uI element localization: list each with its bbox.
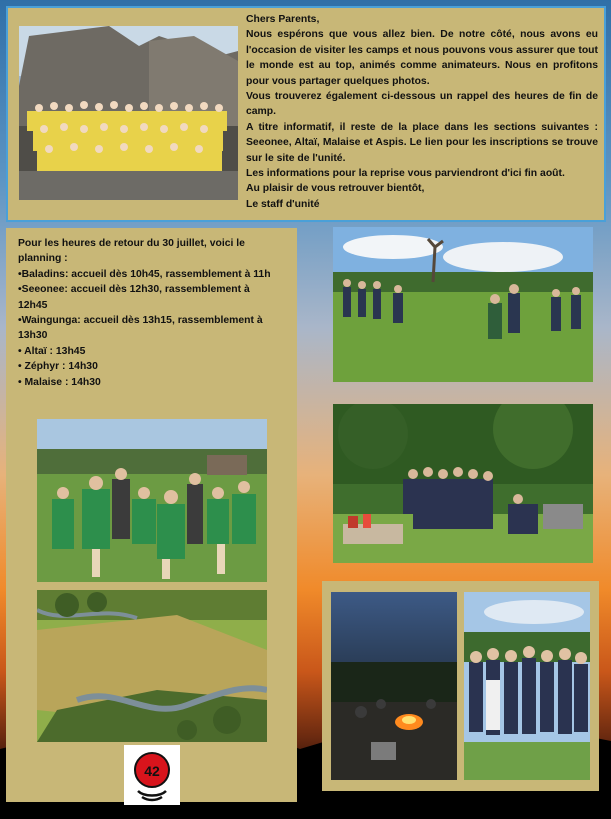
- field-group-photo: [333, 227, 593, 382]
- letter-line: Vous trouverez également ci-dessous un rappel des heures de fin de camp.: [246, 91, 598, 118]
- schedule-text: [18, 236, 280, 390]
- letter-line: Chers Parents,: [246, 14, 320, 25]
- final-group-photo: [464, 592, 590, 780]
- letter-line: A titre informatif, il reste de la place dans les sections suivantes : Seeonee, Altaï, Malaise et Aspis. Le lien pour les inscriptions se trouve sur le site de l'unité.: [246, 121, 598, 164]
- schedule-item: •Baladins: accueil dès 10h45, rassemblement à 11h: [18, 268, 271, 280]
- group-photo: [19, 26, 238, 200]
- schedule-item: • Malaise : 14h30: [18, 376, 101, 388]
- aerial-fields-photo: [37, 590, 267, 742]
- schedule-intro: Pour les heures de retour du 30 juillet, voici le planning :: [18, 238, 245, 265]
- letter-line: Nous espérons que vous allez bien. De notre côté, nous avons eu l'occasion de visiter les camps et nous pouvons vous assurer que tout le monde est au top, animés comme animateurs. Nous en profitons pour vous partager quelques photos.: [246, 29, 598, 87]
- letter-text: [246, 12, 598, 212]
- picnic-group-photo: [333, 404, 593, 563]
- campfire-photo: [331, 592, 457, 780]
- schedule-item: • Altaï : 13h45: [18, 345, 86, 357]
- schedule-item: •Waingunga: accueil dès 13h15, rassemblement à 13h30: [18, 315, 263, 342]
- schedule-item: •Seeonee: accueil dès 12h30, rassemblement à 12h45: [18, 284, 250, 311]
- unit-logo: [124, 745, 180, 805]
- schedule-item: • Zéphyr : 14h30: [18, 361, 98, 373]
- green-shirts-photo: [37, 419, 267, 582]
- letter-line: Le staff d'unité: [246, 198, 320, 210]
- letter-line: Les informations pour la reprise vous parviendront d'ici fin août.: [246, 168, 565, 180]
- logo-number: 42: [144, 763, 160, 779]
- letter-line: Au plaisir de vous retrouver bientôt,: [246, 183, 425, 195]
